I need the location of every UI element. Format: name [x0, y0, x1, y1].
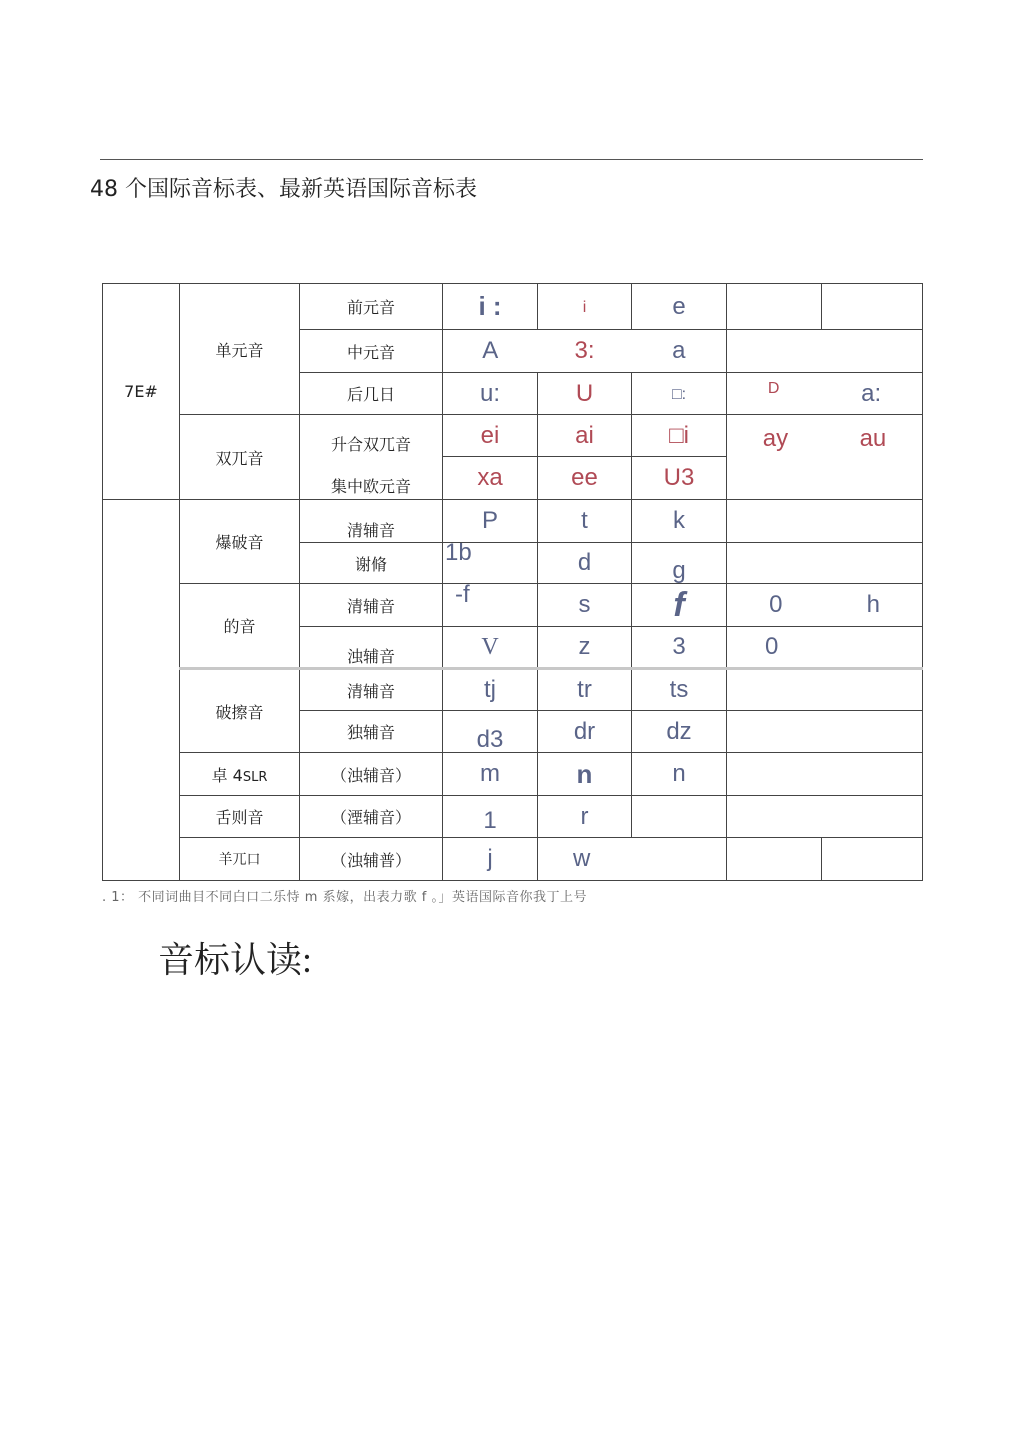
symbol: ts	[669, 676, 689, 703]
fricative-voiceless-label: 清辅音	[300, 584, 443, 627]
symbol: r	[580, 802, 589, 830]
symbol-cell	[443, 627, 538, 669]
symbol-pair-cell	[727, 584, 923, 627]
plosive-voiced-label: 谢脩	[300, 543, 443, 584]
symbol-cell	[632, 500, 727, 543]
symbol-pair-cell	[727, 415, 923, 500]
symbol: 0	[765, 633, 779, 660]
fricative-voiced-label: 浊辅音	[300, 627, 443, 669]
empty-cell	[727, 500, 923, 543]
symbol: 0	[769, 591, 783, 618]
symbol: □:	[671, 385, 687, 403]
affricate-label: 破擦音	[180, 669, 300, 753]
nasal-sub-label: （浊辅音）	[300, 753, 443, 796]
symbol: dr	[573, 717, 596, 745]
symbol: au	[859, 425, 887, 452]
semivowel-sub-label: （浊辅普）	[300, 838, 443, 881]
row-plosive-voiceless	[103, 500, 923, 543]
symbol-pair-cell	[727, 373, 923, 415]
symbol-cell	[538, 627, 632, 669]
symbol-cell	[632, 284, 727, 330]
row-front-vowels	[103, 284, 923, 330]
symbol-cell	[632, 584, 727, 627]
symbol: U	[575, 379, 594, 407]
symbol-cell	[443, 669, 538, 711]
symbol-cell	[538, 796, 632, 838]
symbol-cell	[632, 711, 727, 753]
symbol-cell	[632, 543, 727, 584]
symbol: d3	[476, 725, 504, 753]
symbol: ei	[480, 421, 500, 449]
symbol-cell	[443, 415, 538, 457]
symbol-cell	[538, 711, 632, 753]
row-nasal	[103, 753, 923, 796]
symbol-cell	[632, 753, 727, 796]
symbol: tr	[577, 676, 592, 703]
symbol: ee	[571, 464, 598, 491]
symbol: xa	[477, 464, 503, 491]
row-closing-diphthongs	[103, 415, 923, 457]
symbol: w	[573, 845, 591, 872]
symbol-cell	[538, 584, 632, 627]
empty-cell	[727, 796, 923, 838]
empty-cell	[727, 284, 822, 330]
empty-cell	[727, 669, 923, 711]
empty-cell	[822, 284, 923, 330]
nasal-label: 卓 4SLR	[180, 753, 300, 796]
symbol: V	[481, 633, 499, 660]
symbol: f	[673, 585, 685, 624]
empty-cell	[727, 330, 923, 373]
symbol: U3	[663, 464, 695, 491]
empty-cell	[727, 711, 923, 753]
symbol: a	[672, 337, 686, 364]
symbol: h	[866, 591, 880, 618]
symbol: j	[487, 845, 493, 872]
symbol: 1	[483, 806, 497, 834]
row-fricative-voiceless	[103, 584, 923, 627]
centering-diphthong-label: 集中欧元音	[300, 457, 443, 500]
row-affricate-voiceless	[103, 669, 923, 711]
symbol: 3	[672, 633, 686, 660]
symbol: i :	[478, 291, 502, 321]
semivowel-label: 羊兀口	[180, 838, 300, 881]
symbol-cell	[443, 457, 538, 500]
affricate-voiceless-label: 清辅音	[300, 669, 443, 711]
empty-cell	[822, 838, 923, 881]
symbol-cell	[632, 457, 727, 500]
monophthong-label: 单元音	[180, 284, 300, 415]
symbol-cell	[443, 373, 538, 415]
top-rule	[100, 159, 923, 160]
front-vowel-label: 前元音	[300, 284, 443, 330]
symbol-cell	[538, 838, 727, 881]
symbol: tj	[484, 676, 496, 703]
empty-cell	[727, 753, 923, 796]
symbol-cell	[538, 669, 632, 711]
central-vowel-label: 中元音	[300, 330, 443, 373]
symbol: -f	[455, 583, 470, 608]
back-vowel-label: 后几日	[300, 373, 443, 415]
symbol-cell	[727, 627, 923, 669]
symbol-cell	[538, 373, 632, 415]
symbol: k	[673, 507, 685, 534]
symbol-cell	[632, 415, 727, 457]
symbol-cell	[538, 415, 632, 457]
symbol-cell	[538, 543, 632, 584]
symbol: D	[767, 379, 780, 397]
lateral-sub-label: （湮辅音）	[300, 796, 443, 838]
table-footnote: . 1： 不同词曲目不同白口二乐恃 m 系嫁，出表力歌 f 。」英语国际音你我丁上号	[102, 890, 587, 905]
diphthong-label: 双兀音	[180, 415, 300, 500]
symbol: s	[578, 591, 591, 618]
empty-cell	[727, 838, 822, 881]
symbol: P	[481, 507, 498, 534]
symbol-cell	[632, 330, 727, 373]
symbol: 3:	[574, 337, 595, 364]
symbol-cell	[632, 627, 727, 669]
fricative-label: 的音	[180, 584, 300, 669]
symbol: t	[581, 507, 588, 534]
symbol-cell	[443, 330, 538, 373]
symbol: z	[578, 633, 591, 660]
symbol: u:	[479, 379, 500, 407]
symbol-cell	[538, 330, 632, 373]
symbol-cell	[443, 284, 538, 330]
empty-cell	[727, 543, 923, 584]
symbol: m	[480, 760, 500, 787]
row-semivowel	[103, 838, 923, 881]
symbol-cell	[632, 373, 727, 415]
row-lateral	[103, 796, 923, 838]
vowel-group-label: 7E#	[103, 284, 180, 500]
symbol: ai	[575, 421, 594, 449]
affricate-voiced-label: 独辅音	[300, 711, 443, 753]
symbol: A	[482, 337, 499, 364]
consonant-group-label	[103, 500, 180, 881]
closing-diphthong-label: 升合双兀音	[300, 415, 443, 457]
symbol-cell	[443, 838, 538, 881]
symbol: 1b	[445, 542, 472, 566]
symbol: d	[577, 549, 592, 576]
document-title: 48 个国际音标表、最新英语国际音标表	[90, 177, 477, 202]
symbol: i	[582, 298, 587, 316]
symbol-cell	[443, 711, 538, 753]
symbol-cell	[538, 500, 632, 543]
symbol-cell	[443, 796, 538, 838]
empty-cell	[632, 796, 727, 838]
symbol: □i	[669, 421, 689, 449]
symbol: dz	[666, 717, 692, 745]
symbol: g	[672, 557, 686, 584]
symbol-cell	[443, 500, 538, 543]
symbol: n	[672, 760, 686, 787]
phonetic-symbol-table	[102, 283, 923, 881]
lateral-label: 舌则音	[180, 796, 300, 838]
symbol-cell	[538, 284, 632, 330]
symbol: a:	[861, 379, 882, 407]
symbol-cell	[538, 457, 632, 500]
symbol-cell	[632, 669, 727, 711]
reading-heading: 音标认读:	[158, 940, 313, 980]
symbol: e	[672, 292, 686, 320]
plosive-voiceless-label: 清辅音	[300, 500, 443, 543]
symbol: ay	[762, 425, 789, 452]
symbol-cell	[443, 584, 538, 627]
symbol-cell	[538, 753, 632, 796]
symbol-cell	[443, 543, 538, 584]
plosive-label: 爆破音	[180, 500, 300, 584]
symbol: n	[576, 758, 593, 789]
symbol-cell	[443, 753, 538, 796]
